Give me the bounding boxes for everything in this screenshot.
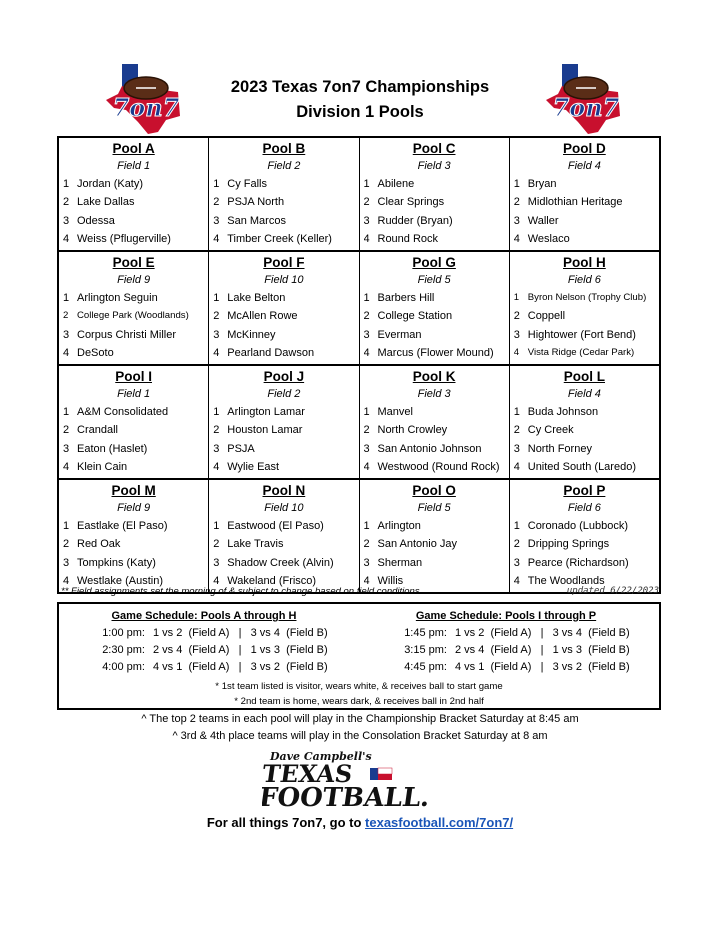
team-row [63, 326, 204, 344]
team-seed: 1 [363, 178, 370, 190]
team-row [213, 403, 354, 421]
pool-row [59, 478, 659, 592]
team-seed: 3 [363, 328, 370, 341]
field-note-row [57, 586, 661, 600]
team-name: North Forney [527, 442, 592, 455]
team-name: Waller [527, 214, 559, 227]
team-row [213, 458, 354, 476]
team-seed: 1 [513, 178, 520, 190]
pool-e [59, 252, 208, 364]
team-row [213, 554, 354, 572]
team-seed: 2 [363, 538, 370, 551]
pool-name: Pool K [412, 369, 456, 384]
team-seed: 3 [63, 328, 70, 341]
pool-name: Pool O [412, 483, 456, 498]
consolation-bracket-note: ^ 3rd & 4th place teams will play in the Consolation Bracket Saturday at 8 am [172, 730, 548, 742]
team-seed: 1 [513, 406, 520, 418]
team-name: North Crowley [377, 424, 448, 437]
team-name: Shadow Creek (Alvin) [227, 556, 334, 569]
team-name: Everman [377, 328, 422, 341]
team-name: Sherman [377, 556, 423, 569]
pool-name: Pool B [262, 141, 306, 156]
team-seed: 1 [213, 406, 220, 418]
pool-field: Field 1 [117, 160, 151, 172]
team-name: PSJA [227, 442, 255, 455]
team-seed: 2 [63, 424, 70, 437]
team-seed: 2 [63, 196, 70, 209]
team-row [63, 421, 204, 439]
team-name: Weiss (Pflugerville) [77, 233, 171, 246]
team-name: DeSoto [77, 347, 114, 360]
team-seed: 1 [513, 292, 520, 303]
team-seed: 2 [513, 538, 520, 551]
pool-field: Field 5 [417, 502, 451, 514]
schedule-line [361, 625, 651, 642]
team-seed: 2 [213, 424, 220, 437]
pool-field: Field 10 [264, 502, 304, 514]
team-row [63, 307, 204, 325]
team-seed: 4 [513, 233, 520, 246]
team-seed: 1 [363, 406, 370, 418]
team-seed: 3 [213, 442, 220, 455]
pool-name: Pool C [412, 141, 456, 156]
team-row [364, 230, 505, 248]
schedule-line [59, 659, 349, 676]
team-seed: 1 [213, 520, 220, 532]
field-assignment-note: ** Field assignments set the morning of & subject to change based on field conditions [61, 586, 420, 597]
team-name: Tompkins (Katy) [77, 556, 156, 569]
team-name: Hightower (Fort Bend) [527, 328, 636, 341]
texas-7on7-logo-right [540, 60, 632, 136]
team-name: College Station [377, 310, 453, 323]
schedule-pools-a-h [59, 607, 349, 676]
team-seed: 2 [213, 310, 220, 323]
schedule-line [361, 642, 651, 659]
home-note: * 2nd team is home, wears dark, & receives ball in 2nd half [234, 696, 484, 707]
team-row [63, 535, 204, 553]
schedule-games: 2 vs 4 (Field A) | 1 vs 3 (Field B) [153, 644, 328, 656]
schedule-heading: Game Schedule: Pools A through H [111, 610, 297, 622]
pool-name: Pool I [115, 369, 152, 384]
svg-text:FOOTBALL.: FOOTBALL. [262, 782, 432, 812]
pool-name: Pool E [112, 255, 155, 270]
team-name: Eastwood (El Paso) [227, 520, 324, 532]
team-name: Vista Ridge (Cedar Park) [527, 347, 635, 359]
pool-name: Pool H [563, 255, 606, 270]
team-name: Weslaco [527, 233, 570, 246]
team-row [213, 230, 354, 248]
team-name: Lake Travis [227, 538, 284, 551]
team-name: Arlington Lamar [227, 406, 305, 418]
team-seed: 4 [213, 233, 220, 246]
pool-m [59, 480, 208, 592]
team-row [63, 344, 204, 362]
footer [0, 815, 720, 830]
team-seed: 3 [63, 214, 70, 227]
team-seed: 1 [363, 520, 370, 532]
pool-l [509, 366, 659, 478]
team-row [63, 230, 204, 248]
team-name: PSJA North [227, 196, 285, 209]
team-row [213, 326, 354, 344]
schedule-time: 3:15 pm: [404, 644, 447, 656]
team-row [364, 517, 505, 535]
team-name: United South (Laredo) [527, 461, 636, 474]
team-seed: 4 [363, 233, 370, 246]
pool-n [208, 480, 358, 592]
pool-row [59, 250, 659, 364]
schedule-heading: Game Schedule: Pools I through P [415, 610, 597, 622]
team-name: Round Rock [377, 233, 439, 246]
team-seed: 1 [363, 292, 370, 304]
team-seed: 4 [363, 461, 370, 474]
texas-football-logo [262, 748, 462, 812]
pool-name: Pool J [263, 369, 305, 384]
team-row [514, 535, 655, 553]
schedule-time: 4:45 pm: [404, 661, 447, 673]
team-name: Eaton (Haslet) [77, 442, 148, 455]
team-name: Byron Nelson (Trophy Club) [527, 292, 647, 303]
team-row [63, 554, 204, 572]
team-seed: 3 [63, 556, 70, 569]
pool-name: Pool F [263, 255, 305, 270]
team-seed: 4 [513, 461, 520, 474]
pool-field: Field 9 [117, 274, 151, 286]
team-name: Lake Dallas [77, 196, 135, 209]
team-row [213, 344, 354, 362]
team-row [63, 289, 204, 307]
pool-field: Field 9 [117, 502, 151, 514]
team-name: Barbers Hill [377, 292, 435, 304]
team-name: Klein Cain [77, 461, 128, 474]
team-row [63, 458, 204, 476]
team-name: San Antonio Johnson [377, 442, 482, 455]
team-name: Corpus Christi Miller [77, 328, 177, 341]
team-seed: 1 [213, 178, 220, 190]
pool-field: Field 4 [567, 388, 601, 400]
team-row [213, 307, 354, 325]
pool-name: Pool M [111, 483, 156, 498]
team-name: Lake Belton [227, 292, 286, 304]
pool-name: Pool A [112, 141, 155, 156]
team-seed: 3 [213, 214, 220, 227]
schedule-time: 2:30 pm: [102, 644, 145, 656]
team-seed: 2 [513, 424, 520, 437]
team-name: Rudder (Bryan) [377, 214, 453, 227]
team-seed: 1 [63, 520, 70, 532]
team-seed: 2 [213, 538, 220, 551]
team-row [213, 535, 354, 553]
team-name: Manvel [377, 406, 413, 418]
team-row [364, 193, 505, 211]
team-row [213, 289, 354, 307]
team-name: Eastlake (El Paso) [77, 520, 168, 532]
team-row [213, 517, 354, 535]
team-row [63, 517, 204, 535]
team-seed: 3 [513, 442, 520, 455]
team-name: San Antonio Jay [377, 538, 458, 551]
team-row [514, 344, 655, 362]
team-seed: 3 [213, 556, 220, 569]
pool-h [509, 252, 659, 364]
pool-i [59, 366, 208, 478]
pool-a [59, 138, 208, 250]
team-row [364, 289, 505, 307]
pool-row [59, 138, 659, 250]
team-seed: 2 [63, 538, 70, 551]
team-row [364, 554, 505, 572]
team-row [364, 212, 505, 230]
page-subtitle: Division 1 Pools [296, 103, 424, 121]
team-name: Westlake (Austin) [77, 575, 163, 588]
schedule-time: 4:00 pm: [102, 661, 145, 673]
team-seed: 3 [363, 214, 370, 227]
team-row [364, 307, 505, 325]
team-name: Jordan (Katy) [77, 178, 144, 190]
team-seed: 4 [213, 575, 220, 588]
pool-field: Field 4 [567, 160, 601, 172]
team-seed: 2 [363, 196, 370, 209]
team-name: Clear Springs [377, 196, 445, 209]
team-row [364, 403, 505, 421]
team-name: Buda Johnson [527, 406, 599, 418]
pool-o [359, 480, 509, 592]
team-row [514, 193, 655, 211]
team-name: Red Oak [77, 538, 121, 551]
team-seed: 4 [63, 233, 70, 246]
pool-name: Pool D [563, 141, 606, 156]
team-name: Willis [377, 575, 404, 588]
championship-bracket-note: ^ The top 2 teams in each pool will play in the Championship Bracket Saturday at 8:45 am [141, 713, 579, 725]
team-row [63, 193, 204, 211]
team-name: Dripping Springs [527, 538, 610, 551]
pools-grid [57, 136, 661, 594]
pool-b [208, 138, 358, 250]
team-row [514, 421, 655, 439]
team-seed: 4 [63, 347, 70, 360]
updated-date: updated 6/22/2023 [566, 586, 659, 596]
team-name: Pearland Dawson [227, 347, 315, 360]
schedule-line [59, 625, 349, 642]
team-seed: 2 [363, 424, 370, 437]
team-row [514, 458, 655, 476]
team-row [63, 212, 204, 230]
pool-field: Field 6 [567, 502, 601, 514]
pool-c [359, 138, 509, 250]
team-name: Coronado (Lubbock) [527, 520, 629, 532]
team-row [514, 230, 655, 248]
team-name: Bryan [527, 178, 557, 190]
team-row [514, 403, 655, 421]
team-row [364, 344, 505, 362]
team-row [213, 440, 354, 458]
schedule-games: 4 vs 1 (Field A) | 3 vs 2 (Field B) [455, 661, 630, 673]
team-seed: 3 [363, 556, 370, 569]
pool-field: Field 1 [117, 388, 151, 400]
team-row [213, 212, 354, 230]
texasfootball-link[interactable]: texasfootball.com/7on7/ [365, 815, 514, 830]
team-seed: 3 [513, 556, 520, 569]
pool-f [208, 252, 358, 364]
pool-k [359, 366, 509, 478]
team-seed: 1 [513, 520, 520, 532]
team-seed: 4 [63, 461, 70, 474]
team-name: Wakeland (Frisco) [227, 575, 317, 588]
team-name: Odessa [77, 214, 115, 227]
pool-field: Field 3 [417, 160, 451, 172]
team-row [364, 421, 505, 439]
team-seed: 3 [363, 442, 370, 455]
team-seed: 3 [513, 214, 520, 227]
pool-field: Field 10 [264, 274, 304, 286]
team-seed: 2 [213, 196, 220, 209]
pool-field: Field 5 [417, 274, 451, 286]
team-seed: 2 [513, 310, 520, 323]
team-seed: 2 [513, 196, 520, 209]
team-name: McAllen Rowe [227, 310, 298, 323]
team-row [364, 440, 505, 458]
visitor-note: * 1st team listed is visitor, wears white, & receives ball to start game [215, 681, 503, 692]
team-row [63, 175, 204, 193]
team-seed: 2 [363, 310, 370, 323]
team-row [364, 535, 505, 553]
team-name: Cy Creek [527, 424, 574, 437]
pool-field: Field 2 [267, 388, 301, 400]
pool-g [359, 252, 509, 364]
team-row [514, 212, 655, 230]
team-row [514, 326, 655, 344]
game-schedule [57, 602, 661, 710]
schedule-pools-i-p [361, 607, 651, 676]
team-row [514, 289, 655, 307]
team-seed: 3 [63, 442, 70, 455]
svg-text:7on7: 7on7 [552, 93, 620, 122]
pool-row [59, 364, 659, 478]
team-row [514, 307, 655, 325]
footer-text: For all things 7on7, go to [206, 815, 366, 830]
texas-7on7-logo-left [100, 60, 192, 136]
team-name: A&M Consolidated [77, 406, 169, 418]
team-name: Pearce (Richardson) [527, 556, 629, 569]
team-name: Wylie East [227, 461, 280, 474]
team-name: Midlothian Heritage [527, 196, 623, 209]
team-seed: 4 [513, 575, 520, 588]
team-seed: 4 [213, 347, 220, 360]
team-name: Coppell [527, 310, 566, 323]
team-seed: 4 [213, 461, 220, 474]
team-name: McKinney [227, 328, 276, 341]
team-row [213, 193, 354, 211]
schedule-games: 2 vs 4 (Field A) | 1 vs 3 (Field B) [455, 644, 630, 656]
pool-p [509, 480, 659, 592]
team-seed: 1 [213, 292, 220, 304]
pool-field: Field 2 [267, 160, 301, 172]
schedule-games: 1 vs 2 (Field A) | 3 vs 4 (Field B) [153, 627, 328, 639]
svg-text:TEXAS: TEXAS [262, 759, 355, 788]
team-seed: 4 [513, 347, 520, 359]
team-row [514, 440, 655, 458]
team-seed: 4 [363, 575, 370, 588]
team-name: College Park (Woodlands) [77, 310, 189, 322]
schedule-time: 1:45 pm: [404, 627, 447, 639]
pool-field: Field 6 [567, 274, 601, 286]
team-name: Marcus (Flower Mound) [377, 347, 494, 360]
team-seed: 4 [63, 575, 70, 588]
page-title: 2023 Texas 7on7 Championships [230, 78, 490, 96]
team-name: Arlington Seguin [77, 292, 158, 304]
team-seed: 2 [63, 310, 69, 322]
team-row [213, 421, 354, 439]
team-name: The Woodlands [527, 575, 605, 588]
schedule-line [59, 642, 349, 659]
team-row [514, 175, 655, 193]
team-seed: 1 [63, 292, 70, 304]
pool-name: Pool P [563, 483, 606, 498]
team-seed: 3 [213, 328, 220, 341]
team-row [364, 326, 505, 344]
pool-name: Pool L [563, 369, 605, 384]
team-seed: 4 [363, 347, 370, 360]
pool-name: Pool N [262, 483, 306, 498]
team-seed: 3 [513, 328, 520, 341]
team-row [364, 458, 505, 476]
team-row [63, 440, 204, 458]
team-name: Westwood (Round Rock) [377, 461, 500, 474]
pool-field: Field 3 [417, 388, 451, 400]
team-row [364, 175, 505, 193]
team-row [514, 517, 655, 535]
header [0, 60, 720, 136]
team-name: Cy Falls [227, 178, 267, 190]
team-seed: 1 [63, 178, 70, 190]
team-row [213, 175, 354, 193]
pool-j [208, 366, 358, 478]
schedule-games: 4 vs 1 (Field A) | 3 vs 2 (Field B) [153, 661, 328, 673]
pool-d [509, 138, 659, 250]
team-name: Houston Lamar [227, 424, 303, 437]
team-row [514, 554, 655, 572]
team-name: San Marcos [227, 214, 286, 227]
team-name: Abilene [377, 178, 415, 190]
team-name: Timber Creek (Keller) [227, 233, 332, 246]
svg-text:7on7: 7on7 [112, 93, 180, 122]
team-name: Crandall [77, 424, 118, 437]
schedule-games: 1 vs 2 (Field A) | 3 vs 4 (Field B) [455, 627, 630, 639]
svg-text:Dave Campbell's: Dave Campbell's [270, 750, 372, 763]
team-name: Arlington [377, 520, 421, 532]
team-row [63, 403, 204, 421]
team-seed: 1 [63, 406, 70, 418]
schedule-time: 1:00 pm: [102, 627, 145, 639]
schedule-line [361, 659, 651, 676]
pool-name: Pool G [412, 255, 456, 270]
